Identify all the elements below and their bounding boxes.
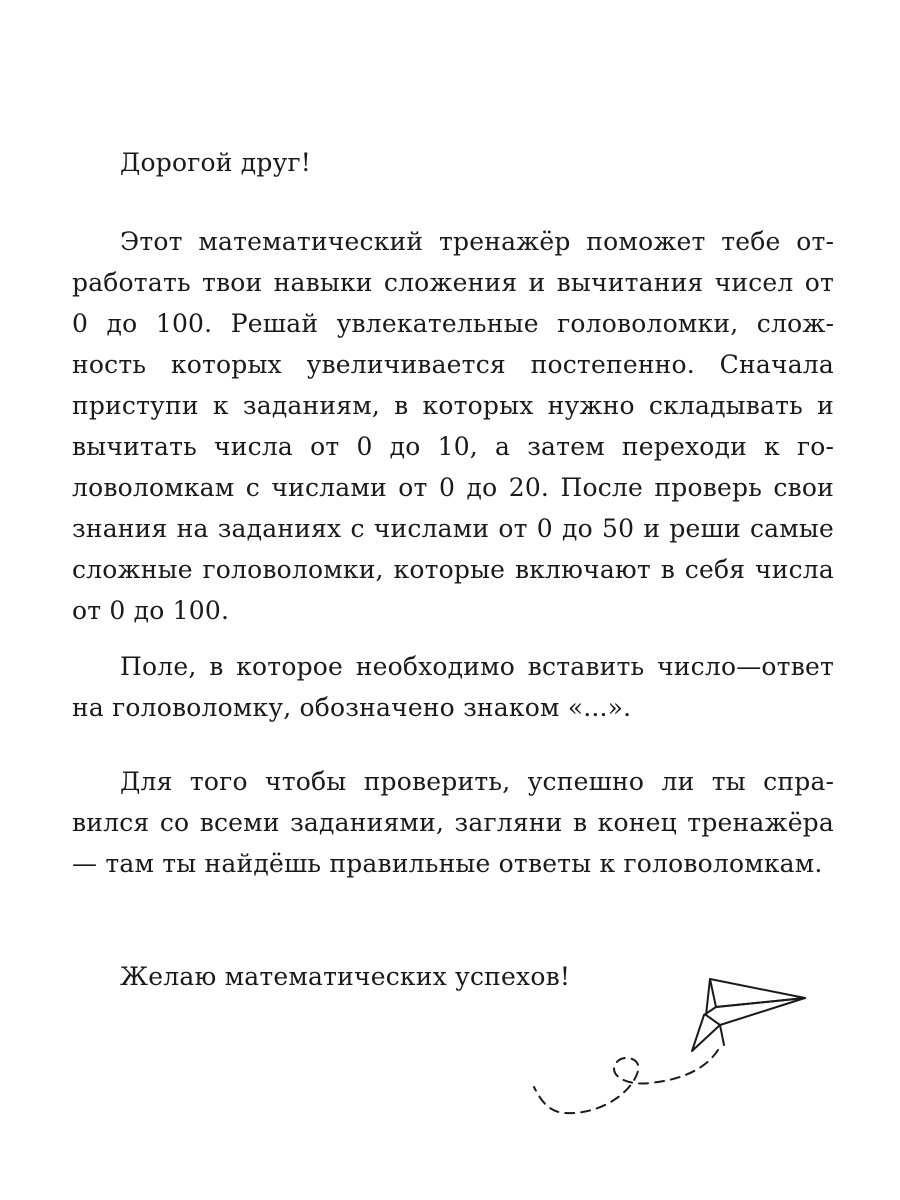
paragraph-answer-field: Поле, в которое необходимо вставить число—ответ на головоломку, обозначено знаком «...».	[72, 652, 834, 722]
paragraph-intro: Этот математический тренажёр поможет тебе отработать твои навыки сложения и вычитания чисел от 0 до 100. Решай увлекательные головоломки, сложность которых увеличивается постепенно. Сначала приступи к заданиям, в которых нужно складывать и вычитать числа от 0 до 10, а затем переходи к головоломкам с числами от 0 до 20. После проверь свои знания на заданиях с числами от 0 до 50 и реши самые сложные головоломки, которые включают в себя числа от 0 до 100.	[72, 227, 834, 625]
greeting: Дорогой друг!	[120, 148, 312, 177]
paragraph-check-answers: Для того чтобы проверить, успешно ли ты справился со всеми заданиями, загляни в конец тренажёра — там ты найдёшь правильные ответы к головоломкам.	[72, 767, 834, 878]
closing-wish: Желаю математических успехов!	[120, 962, 571, 991]
paper-airplane-icon	[520, 965, 820, 1125]
